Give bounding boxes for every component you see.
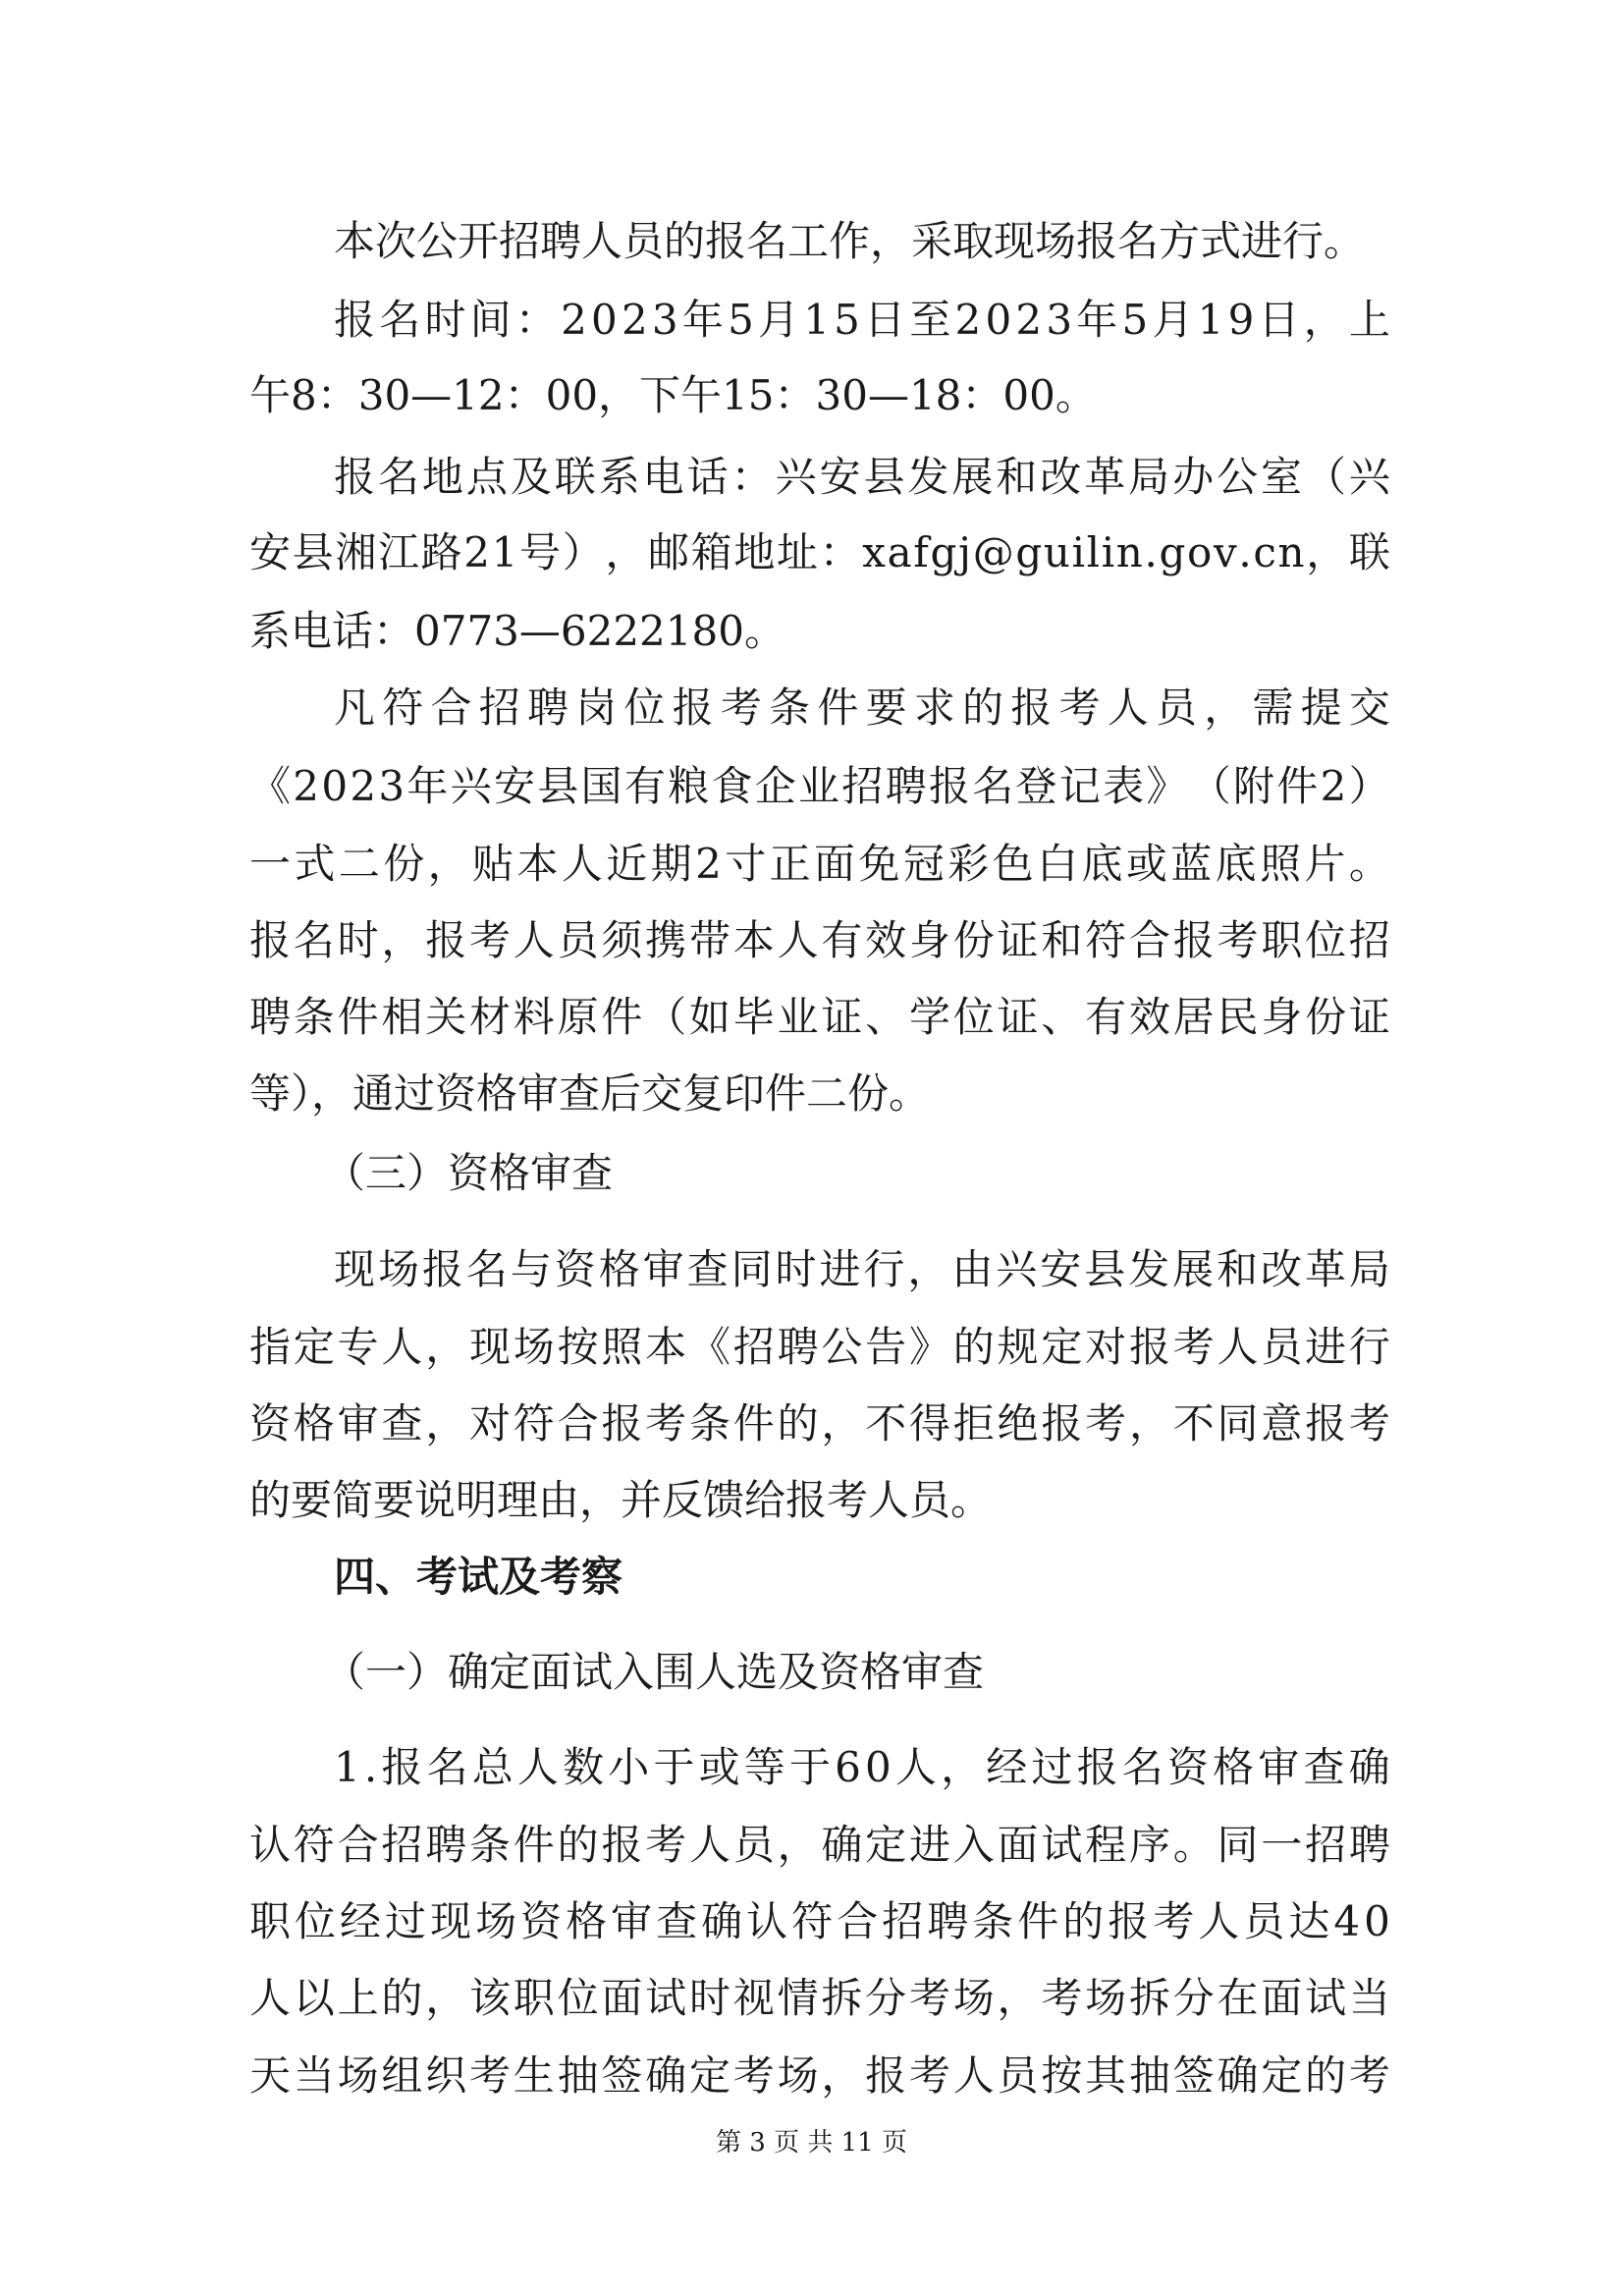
- p2-line-1: 报 名 时 间 ： 2 0 2 3 年 5 月 1 5 日 至 2 0 2 3 年 5 月 1 9 日 ， 上: [334, 296, 1390, 344]
- p3-line-2: 安 县 湘 江 路 2 1 号 ） ， 邮 箱 地 址 ： x a f g j @ g u i l i n . g o v . c n ， 联: [249, 528, 1390, 576]
- subsection-heading-4-1: （一）确定面试入围人选及资格审查: [324, 1648, 985, 1696]
- p4-line-4: 报 名 时 ， 报 考 人 员 须 携 带 本 人 有 效 身 份 证 和 符 合 报 考 职 位 招: [249, 916, 1390, 964]
- p4-line-2: 《 2 0 2 3 年 兴 安 县 国 有 粮 食 企 业 招 聘 报 名 登 记 表 》 （ 附 件 2 ）: [249, 762, 1390, 810]
- page-footer: 第 3 页 共 11 页: [716, 2128, 907, 2158]
- p4-line-6: 等），通过资格审查后交复印件二份。: [249, 1069, 931, 1118]
- p6-line-3: 职 位 经 过 现 场 资 格 审 查 确 认 符 合 招 聘 条 件 的 报 考 人 员 达 4 0: [249, 1897, 1390, 1945]
- p5-line-1: 现 场 报 名 与 资 格 审 查 同 时 进 行 ， 由 兴 安 县 发 展 和 改 革 局: [334, 1245, 1390, 1293]
- section-heading-4: 四、考试及考察: [334, 1553, 623, 1601]
- p4-line-1: 凡 符 合 招 聘 岗 位 报 考 条 件 要 求 的 报 考 人 员 ， 需 提 交: [334, 683, 1390, 732]
- section-heading-3: （三）资格审查: [324, 1149, 614, 1197]
- p5-line-4: 的要简要说明理由，并反馈给报考人员。: [249, 1476, 993, 1524]
- p5-line-2: 指 定 专 人 ， 现 场 按 照 本 《 招 聘 公 告 》 的 规 定 对 报 考 人 员 进 行: [249, 1323, 1390, 1371]
- p3-line-1: 报 名 地 点 及 联 系 电 话 ： 兴 安 县 发 展 和 改 革 局 办 公 室 （ 兴: [334, 453, 1390, 501]
- p6-line-2: 认 符 合 招 聘 条 件 的 报 考 人 员 ， 确 定 进 入 面 试 程 序 。 同 一 招 聘: [249, 1821, 1390, 1869]
- p1-line-1: 本次公开招聘人员的报名工作，采取现场报名方式进行。: [334, 217, 1366, 265]
- p2-line-2: 午8：30—12：00，下午15：30—18：00。: [249, 371, 1097, 419]
- p4-line-3: 一 式 二 份 ， 贴 本 人 近 期 2 寸 正 面 免 冠 彩 色 白 底 或 蓝 底 照 片 。: [249, 840, 1390, 888]
- p3-line-3: 系电话：0773—6222180。: [249, 607, 785, 655]
- p6-line-1: 1 . 报 名 总 人 数 小 于 或 等 于 6 0 人 ， 经 过 报 名 资 格 审 查 确: [334, 1743, 1390, 1791]
- p4-line-5: 聘 条 件 相 关 材 料 原 件 （ 如 毕 业 证 、 学 位 证 、 有 效 居 民 身 份 证: [249, 993, 1390, 1041]
- p6-line-5: 天 当 场 组 织 考 生 抽 签 确 定 考 场 ， 报 考 人 员 按 其 抽 签 确 定 的 考: [249, 2051, 1390, 2100]
- p5-line-3: 资 格 审 查 ， 对 符 合 报 考 条 件 的 ， 不 得 拒 绝 报 考 ， 不 同 意 报 考: [249, 1399, 1390, 1448]
- p6-line-4: 人 以 上 的 ， 该 职 位 面 试 时 视 情 拆 分 考 场 ， 考 场 拆 分 在 面 试 当: [249, 1974, 1390, 2022]
